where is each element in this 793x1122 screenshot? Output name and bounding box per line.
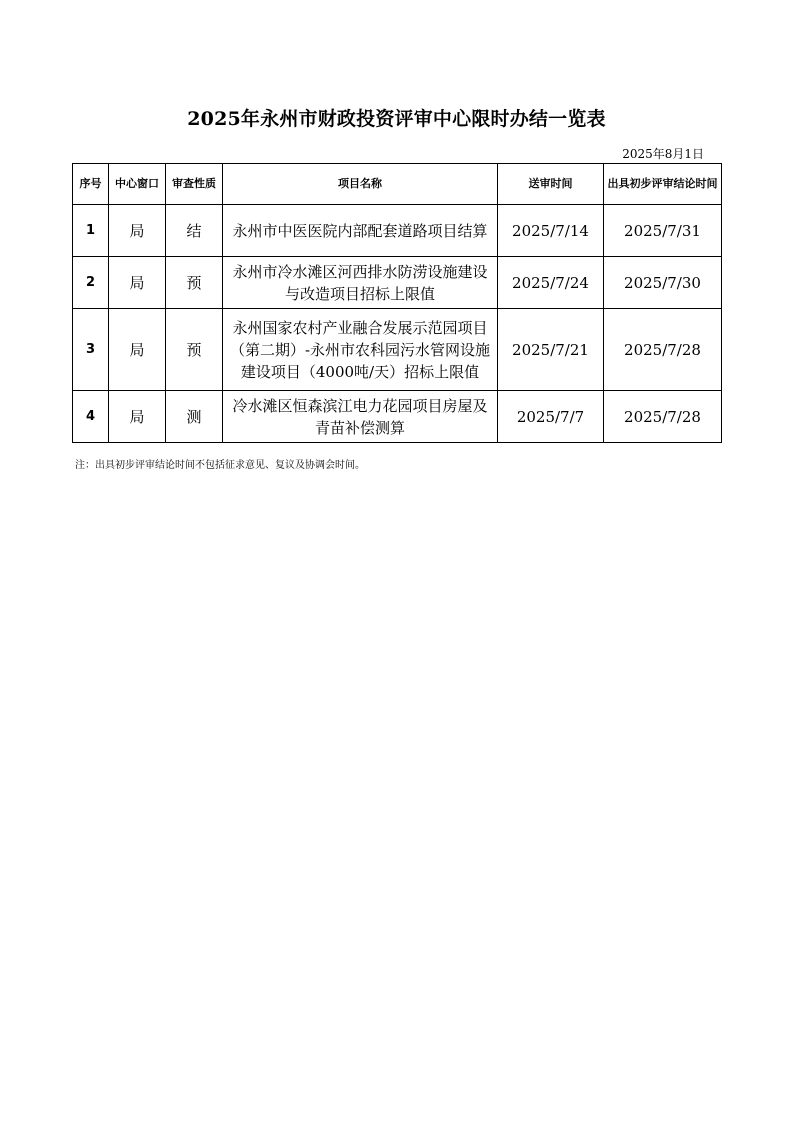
- page-title: 2025年永州市财政投资评审中心限时办结一览表: [187, 108, 606, 130]
- cell-index: 3: [73, 309, 109, 391]
- cell-window: 局: [109, 257, 166, 309]
- header-name: 项目名称: [223, 164, 498, 205]
- header-result-time: 出具初步评审结论时间: [604, 164, 722, 205]
- cell-window: 局: [109, 391, 166, 443]
- cell-nature: 结: [166, 205, 223, 257]
- table-row: [73, 257, 722, 309]
- header-index: 序号: [73, 164, 109, 205]
- cell-name: [223, 309, 498, 391]
- header-window: 中心窗口: [109, 164, 166, 205]
- footnote: 注：出具初步评审结论时间不包括征求意见、复议及协调会时间。: [75, 460, 365, 471]
- project-name: 冷水滩区恒森滨江电力花园项目房屋及青苗补偿测算: [232, 396, 488, 437]
- header-nature: 审查性质: [166, 164, 223, 205]
- table-header-row: [73, 164, 722, 205]
- cell-submit-time: 2025/7/14: [498, 205, 604, 257]
- cell-name: [223, 205, 498, 257]
- table-row: [73, 205, 722, 257]
- table-row: [73, 391, 722, 443]
- cell-index: 4: [73, 391, 109, 443]
- cell-nature: 测: [166, 391, 223, 443]
- cell-result-time: 2025/7/30: [604, 257, 722, 309]
- cell-nature: 预: [166, 257, 223, 309]
- cell-submit-time: 2025/7/21: [498, 309, 604, 391]
- cell-name: [223, 391, 498, 443]
- table-row: [73, 309, 722, 391]
- results-table: [72, 163, 722, 443]
- project-name: 永州国家农村产业融合发展示范园项目（第二期）-永州市农科园污水管网设施建设项目（4000吨/天）招标上限值: [229, 318, 491, 381]
- cell-submit-time: 2025/7/7: [498, 391, 604, 443]
- cell-result-time: 2025/7/31: [604, 205, 722, 257]
- cell-index: 2: [73, 257, 109, 309]
- project-name: 永州市中医医院内部配套道路项目结算: [232, 221, 488, 240]
- cell-submit-time: 2025/7/24: [498, 257, 604, 309]
- cell-window: 局: [109, 205, 166, 257]
- cell-window: 局: [109, 309, 166, 391]
- report-date: 2025年8月1日: [622, 147, 704, 161]
- cell-nature: 预: [166, 309, 223, 391]
- header-submit-time: 送审时间: [498, 164, 604, 205]
- cell-result-time: 2025/7/28: [604, 391, 722, 443]
- project-name: 永州市冷水滩区河西排水防涝设施建设与改造项目招标上限值: [232, 262, 488, 303]
- cell-result-time: 2025/7/28: [604, 309, 722, 391]
- cell-name: [223, 257, 498, 309]
- cell-index: 1: [73, 205, 109, 257]
